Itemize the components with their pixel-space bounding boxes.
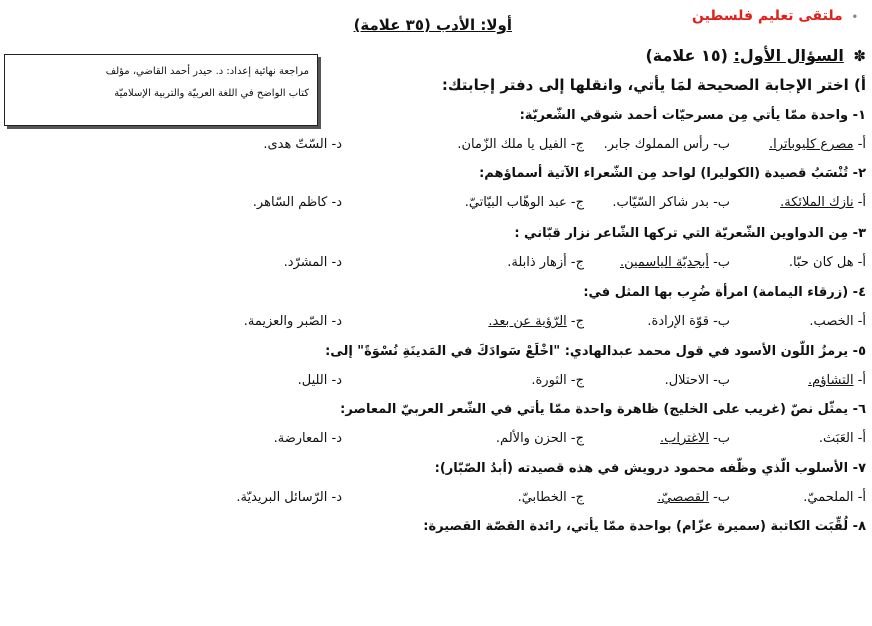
option-prefix: د- xyxy=(327,137,342,152)
item-3-option-c xyxy=(507,255,584,270)
option-text: أبجديّة الياسمين. xyxy=(619,255,709,270)
brand-name: ملتقى تعليم فلسطين xyxy=(691,8,843,24)
option-prefix: ج- xyxy=(566,255,584,270)
item-2-stem: ٢- تُنْسَبُ قصيدة (الكوليرا) لواحد مِن الشّعراء الآتية أسماؤهم: xyxy=(479,166,866,181)
star-icon: ✽ xyxy=(853,47,866,65)
option-prefix: ب- xyxy=(708,373,730,388)
option-prefix: ب- xyxy=(708,195,730,210)
item-7-option-c xyxy=(518,490,584,505)
credit-line-1: مراجعة نهائية إعداد: د. حيدر أحمد القاضي، مؤلف xyxy=(105,66,309,77)
instruction: أ) اختر الإجابة الصحيحة لمَا يأتي، وانقلها إلى دفتر إجابتك: xyxy=(441,76,866,94)
option-text: الخصب. xyxy=(809,314,854,329)
item-2-option-c xyxy=(465,195,584,210)
option-text: عبد الوهّاب البيّاتيّ. xyxy=(464,195,567,210)
option-text: الثورة. xyxy=(531,373,567,388)
option-prefix: د- xyxy=(327,490,342,505)
item-5-option-d xyxy=(298,373,342,388)
section-title: أولا: الأدب (٣٥ علامة) xyxy=(353,16,512,34)
item-3-stem: ٣- مِن الدواوين الشّعريّة التي تركها الشّاعر نزار قبّاني : xyxy=(514,226,866,241)
option-text: الرّؤية عن بعد. xyxy=(488,314,567,329)
option-prefix: ب- xyxy=(708,490,730,505)
option-prefix: ب- xyxy=(708,137,730,152)
item-2-option-d xyxy=(253,195,342,210)
item-4-stem: ٤- (زرقاء اليمامة) امرأة ضُرِب بها المثل في: xyxy=(583,285,866,300)
option-prefix: د- xyxy=(327,314,342,329)
item-3-option-a xyxy=(789,255,866,270)
item-4-option-a xyxy=(809,314,866,329)
bullet-icon: • xyxy=(851,12,858,23)
question-marks: (١٥ علامة) xyxy=(645,46,728,65)
option-prefix: ج- xyxy=(566,490,584,505)
option-text: مصرع كليوباترا. xyxy=(769,137,854,152)
item-5-option-a xyxy=(808,373,866,388)
option-text: العَبَث. xyxy=(818,431,854,446)
item-7-option-a xyxy=(803,490,866,505)
option-text: الخطابيّ. xyxy=(517,490,567,505)
item-6-stem: ٦- يمثّل نصّ (غريب على الخليج) ظاهرة واحدة ممّا يأتي في الشّعر العربيّ المعاصر: xyxy=(340,402,866,417)
option-text: أزهار ذابلة. xyxy=(507,255,567,270)
option-text: الاغتراب. xyxy=(660,431,709,446)
item-1-option-d xyxy=(263,137,342,152)
option-prefix: ج- xyxy=(566,137,584,152)
option-text: الصّبر والعزيمة. xyxy=(243,314,328,329)
item-6-option-b xyxy=(660,431,730,446)
item-7-option-d xyxy=(236,490,342,505)
question-label: السؤال الأول: xyxy=(733,46,844,65)
option-prefix: ب- xyxy=(708,255,730,270)
option-text: القصصيّ. xyxy=(657,490,709,505)
item-7-stem: ٧- الأسلوب الّذي وظّفه محمود درويش في هذه قصيدته (أبدُ الصّبّار): xyxy=(434,461,866,476)
item-3-option-b xyxy=(620,255,730,270)
item-4-option-b xyxy=(647,314,730,329)
item-1-option-b xyxy=(604,137,730,152)
item-6-option-d xyxy=(274,431,342,446)
option-text: الليل. xyxy=(297,373,328,388)
option-prefix: أ- xyxy=(853,314,866,329)
item-5-option-b xyxy=(665,373,730,388)
option-prefix: ب- xyxy=(708,314,730,329)
item-5-stem: ٥- يرمزُ اللّون الأسود في قول محمد عبدالهادي: "اخْلَعْ سَوادَكَ في المَدينَةِ نُسْوَةً" إلى: xyxy=(325,344,866,359)
item-1-stem: ١- واحدة ممّا يأتي مِن مسرحيّات أحمد شوقي الشّعريّة: xyxy=(519,108,866,123)
item-3-option-d xyxy=(284,255,342,270)
item-8-stem: ٨- لُقِّبَت الكاتبة (سميرة عزّام) بواحدة ممّا يأتي، رائدة القصّة القصيرة: xyxy=(423,519,866,534)
option-prefix: أ- xyxy=(853,255,866,270)
option-prefix: ج- xyxy=(566,373,584,388)
item-1-option-c xyxy=(457,137,584,152)
option-text: المعارضة. xyxy=(273,431,328,446)
option-prefix: أ- xyxy=(853,431,866,446)
option-prefix: أ- xyxy=(853,195,866,210)
item-1-option-a xyxy=(769,137,866,152)
brand-header xyxy=(692,8,858,24)
item-2-option-a xyxy=(780,195,866,210)
credit-box xyxy=(4,54,318,126)
option-text: رأس المملوك جابر. xyxy=(603,137,709,152)
option-text: التشاؤم. xyxy=(808,373,854,388)
option-prefix: أ- xyxy=(853,137,866,152)
option-text: الحزن والألم. xyxy=(495,431,567,446)
option-text: الرّسائل البريديّة. xyxy=(236,490,328,505)
option-text: الفيل يا ملك الزّمان. xyxy=(457,137,567,152)
option-text: هل كان حبّا. xyxy=(788,255,854,270)
option-prefix: د- xyxy=(327,431,342,446)
option-text: قوّة الإرادة. xyxy=(647,314,709,329)
item-4-option-c xyxy=(488,314,584,329)
option-prefix: أ- xyxy=(853,490,866,505)
option-prefix: د- xyxy=(327,195,342,210)
item-2-option-b xyxy=(612,195,730,210)
option-text: كاظم السّاهر. xyxy=(252,195,328,210)
option-prefix: د- xyxy=(327,255,342,270)
option-text: المشرّد. xyxy=(283,255,328,270)
option-prefix: ج- xyxy=(566,314,584,329)
option-prefix: د- xyxy=(327,373,342,388)
option-text: بدر شاكر السّيّاب. xyxy=(612,195,709,210)
option-text: الملحميّ. xyxy=(803,490,854,505)
item-4-option-d xyxy=(244,314,342,329)
option-text: نازك الملائكة. xyxy=(780,195,854,210)
item-5-option-c xyxy=(531,373,584,388)
option-prefix: ج- xyxy=(566,195,584,210)
option-prefix: ب- xyxy=(708,431,730,446)
item-6-option-a xyxy=(819,431,866,446)
option-prefix: ج- xyxy=(566,431,584,446)
option-prefix: أ- xyxy=(853,373,866,388)
option-text: السّتّ هدى. xyxy=(263,137,328,152)
item-7-option-b xyxy=(657,490,730,505)
item-6-option-c xyxy=(496,431,584,446)
question-title xyxy=(645,46,866,65)
credit-line-2: كتاب الواضح في اللغة العربيّة والتربية الإسلاميّة xyxy=(114,88,309,99)
option-text: الاحتلال. xyxy=(664,373,709,388)
